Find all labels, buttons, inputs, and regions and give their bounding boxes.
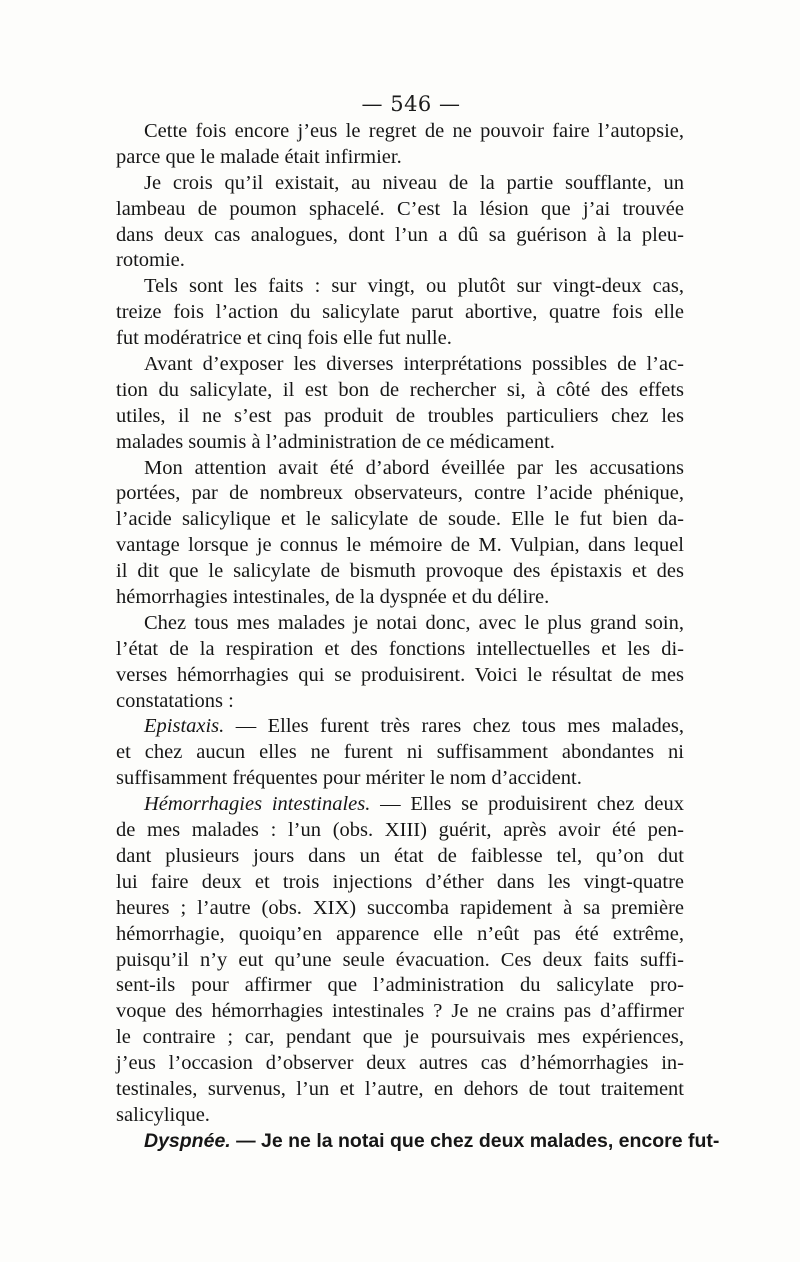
- line-text: voque des hémorrhagies intestinales ? Je ne crains pas d’affirmer: [116, 1000, 684, 1023]
- text-line: [116, 766, 684, 792]
- text-line: [116, 1129, 720, 1155]
- text-line: [116, 378, 684, 404]
- text-line: [116, 999, 684, 1025]
- text-line: [116, 637, 684, 663]
- line-text: puisqu’il n’y eut qu’une seule évacuation. Ces deux faits suffi-: [116, 948, 684, 971]
- page-number: — 546 —: [361, 92, 461, 116]
- line-text: Chez tous mes malades je notai donc, avec le plus grand soin,: [144, 611, 684, 634]
- text-line: [116, 119, 684, 145]
- text-line: [116, 300, 684, 326]
- text-line: [116, 507, 684, 533]
- line-text: l’acide salicylique et le salicylate de soude. Elle le fut bien da-: [116, 508, 684, 531]
- line-text: salicylique.: [116, 1103, 210, 1126]
- text-line: [116, 689, 684, 715]
- text-line: [116, 533, 684, 559]
- line-text: Cette fois encore j’eus le regret de ne pouvoir faire l’autopsie,: [144, 120, 684, 142]
- text-line: [116, 248, 684, 274]
- line-text: — Elles se produisirent chez deux: [370, 793, 684, 816]
- text-line: [116, 870, 684, 896]
- line-text: treize fois l’action du salicylate parut abortive, quatre fois elle: [116, 301, 684, 324]
- text-line: [116, 456, 684, 482]
- text-line: [116, 792, 684, 818]
- line-text: tion du salicylate, il est bon de rechercher si, à côté des effets: [116, 378, 684, 401]
- line-text: fut modératrice et cinq fois elle fut nulle.: [116, 327, 452, 350]
- text-line: [116, 844, 684, 870]
- line-text: utiles, il ne s’est pas produit de troubles particuliers chez les: [116, 404, 684, 427]
- text-line: [116, 818, 684, 844]
- line-text: lambeau de poumon sphacelé. C’est la lésion que j’ai trouvée: [116, 197, 684, 220]
- text-line: [116, 274, 684, 300]
- line-text: dant plusieurs jours dans un état de faiblesse tel, qu’on dut: [116, 844, 684, 867]
- line-text: constatations :: [116, 689, 234, 712]
- line-text: sent-ils pour affirmer que l’administration du salicylate pro-: [116, 974, 684, 997]
- line-text: l’état de la respiration et des fonctions intellectuelles et les di-: [116, 637, 684, 660]
- text-line: [116, 585, 684, 611]
- text-line: [116, 197, 684, 223]
- line-text: Je crois qu’il existait, au niveau de la partie soufflante, un: [144, 171, 684, 194]
- line-text: le contraire ; car, pendant que je poursuivais mes expériences,: [116, 1026, 684, 1049]
- text-line: [116, 171, 684, 197]
- text-line: [116, 352, 684, 378]
- italic-heading: Dyspnée.: [144, 1129, 231, 1152]
- text-line: [116, 663, 684, 689]
- text-line: [116, 1051, 684, 1077]
- text-line: [116, 973, 684, 999]
- text-line: [116, 404, 684, 430]
- line-text: heures ; l’autre (obs. XIX) succomba rapidement à sa première: [116, 896, 684, 919]
- line-text: — Je ne la notai que chez deux malades, encore fut-: [230, 1129, 720, 1152]
- line-text: suffisamment fréquentes pour mériter le nom d’accident.: [116, 767, 582, 790]
- text-line: [116, 326, 684, 352]
- line-text: Avant d’exposer les diverses interprétations possibles de l’ac-: [144, 353, 684, 376]
- line-text: hémorrhagies intestinales, de la dyspnée et du délire.: [116, 586, 550, 609]
- text-line: [116, 922, 684, 948]
- text-line: [116, 145, 684, 171]
- italic-heading: Hémorrhagies intestinales.: [144, 793, 371, 816]
- line-text: de mes malades : l’un (obs. XIII) guérit, après avoir été pen-: [116, 819, 684, 842]
- line-text: parce que le malade était infirmier.: [116, 145, 402, 168]
- line-text: portées, par de nombreux observateurs, contre l’acide phénique,: [116, 482, 684, 505]
- text-line: [116, 223, 684, 249]
- text-line: [116, 1103, 684, 1129]
- line-text: Mon attention avait été d’abord éveillée par les accusations: [144, 456, 684, 479]
- text-line: [116, 481, 684, 507]
- line-text: verses hémorrhagies qui se produisirent. Voici le résultat de mes: [116, 663, 684, 686]
- line-text: il dit que le salicylate de bismuth provoque des épistaxis et des: [116, 560, 684, 583]
- body-text: [116, 119, 720, 1155]
- text-line: [116, 1025, 684, 1051]
- text-line: [116, 611, 684, 637]
- line-text: — Elles furent très rares chez tous mes malades,: [224, 715, 684, 738]
- text-line: [116, 714, 684, 740]
- line-text: hémorrhagie, quoiqu’en apparence elle n’eût pas été extrême,: [116, 922, 684, 945]
- text-line: [116, 948, 684, 974]
- page-header: [0, 92, 800, 116]
- line-text: j’eus l’occasion d’observer deux autres cas d’hémorrhagies in-: [116, 1052, 684, 1075]
- line-text: et chez aucun elles ne furent ni suffisamment abondantes ni: [116, 741, 684, 764]
- text-line: [116, 740, 684, 766]
- line-text: testinales, survenus, l’un et l’autre, en dehors de tout traitement: [116, 1077, 684, 1100]
- text-line: [116, 1077, 684, 1103]
- text-line: [116, 559, 684, 585]
- line-text: vantage lorsque je connus le mémoire de M. Vulpian, dans lequel: [116, 534, 684, 557]
- italic-heading: Epistaxis.: [144, 715, 225, 738]
- line-text: rotomie.: [116, 249, 185, 272]
- line-text: Tels sont les faits : sur vingt, ou plutôt sur vingt-deux cas,: [144, 275, 684, 298]
- line-text: malades soumis à l’administration de ce médicament.: [116, 430, 555, 453]
- line-text: dans deux cas analogues, dont l’un a dû sa guérison à la pleu-: [116, 223, 684, 246]
- text-line: [116, 896, 684, 922]
- line-text: lui faire deux et trois injections d’éther dans les vingt-quatre: [116, 870, 684, 893]
- text-line: [116, 430, 684, 456]
